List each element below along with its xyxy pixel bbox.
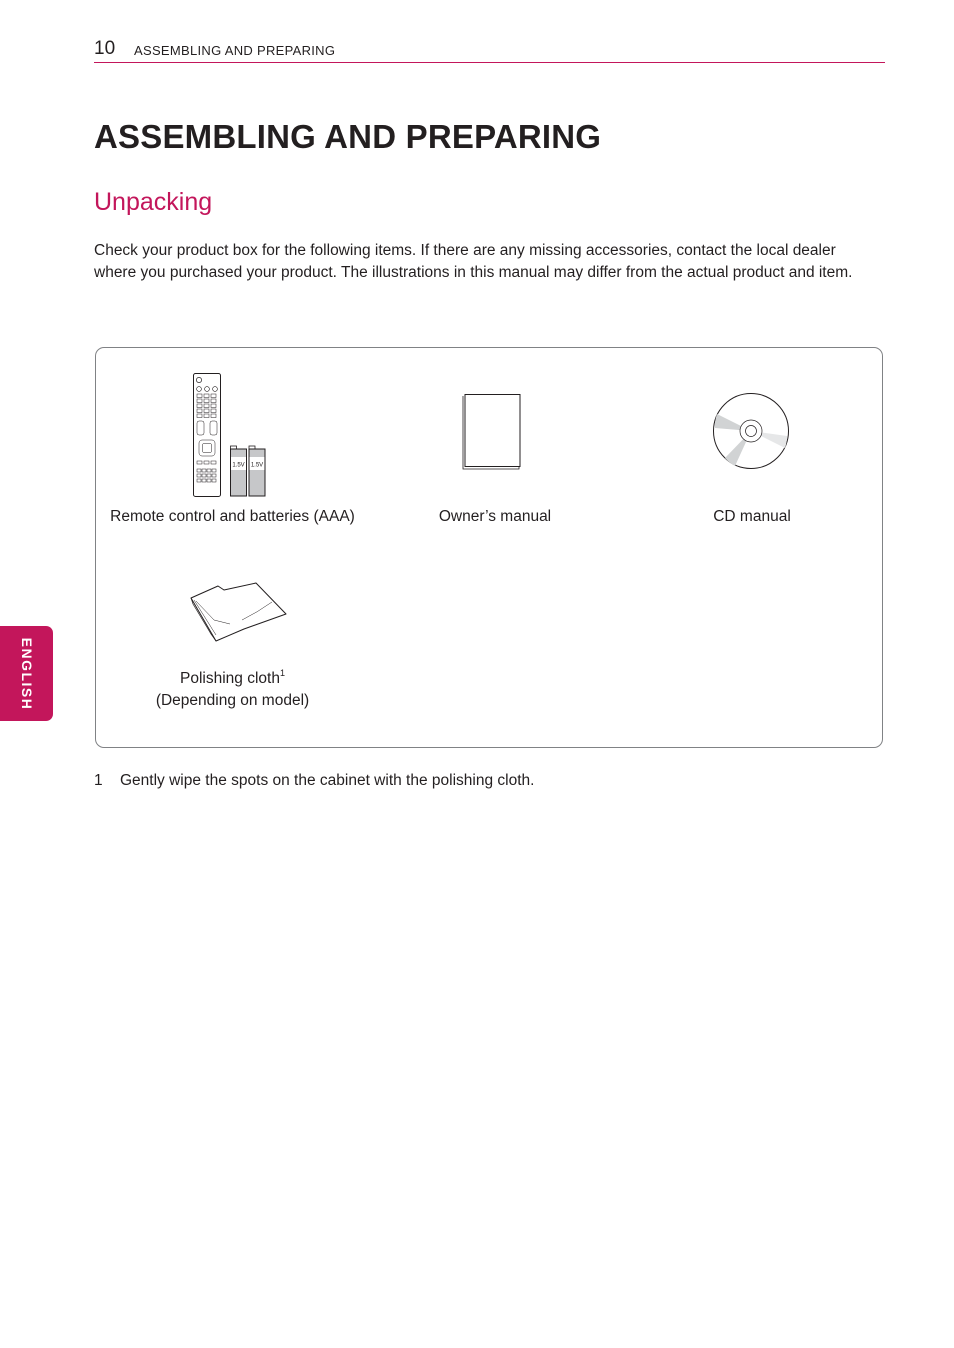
polishing-cloth-note: (Depending on model) xyxy=(155,692,310,709)
language-side-tab xyxy=(0,626,53,721)
footnote-text: Gently wipe the spots on the cabinet with the polishing cloth. xyxy=(120,772,535,789)
running-head: ASSEMBLING AND PREPARING xyxy=(134,43,336,58)
svg-text:1.5V: 1.5V xyxy=(232,462,245,469)
header-rule xyxy=(94,62,885,63)
cd-icon xyxy=(711,392,791,472)
intro-paragraph: Check your product box for the following items. If there are any missing accessories, contact the local dealer where you purchased your product. The illustrations in this manual may differ from the actual product and item. xyxy=(94,242,853,281)
item-label-cd-manual: CD manual xyxy=(713,508,791,525)
svg-text:1.5V: 1.5V xyxy=(250,462,264,469)
footnote-marker: 1 xyxy=(279,668,285,678)
page-number: 10 xyxy=(94,38,116,59)
manual-book-icon xyxy=(460,392,524,472)
section-title: Unpacking xyxy=(94,188,213,216)
item-label-remote-control: Remote control and batteries (AAA) xyxy=(110,508,355,525)
remote-control-batteries-icon xyxy=(188,371,268,499)
polishing-cloth-text: Polishing cloth xyxy=(180,670,280,687)
footnote-number: 1 xyxy=(94,772,103,789)
item-label-owners-manual: Owner’s manual xyxy=(438,508,552,525)
polishing-cloth-icon xyxy=(186,580,290,644)
footnote xyxy=(94,770,534,792)
language-tab-label: ENGLISH xyxy=(18,637,35,710)
page-title: ASSEMBLING AND PREPARING xyxy=(94,118,602,155)
item-label-polishing-cloth xyxy=(120,668,345,712)
